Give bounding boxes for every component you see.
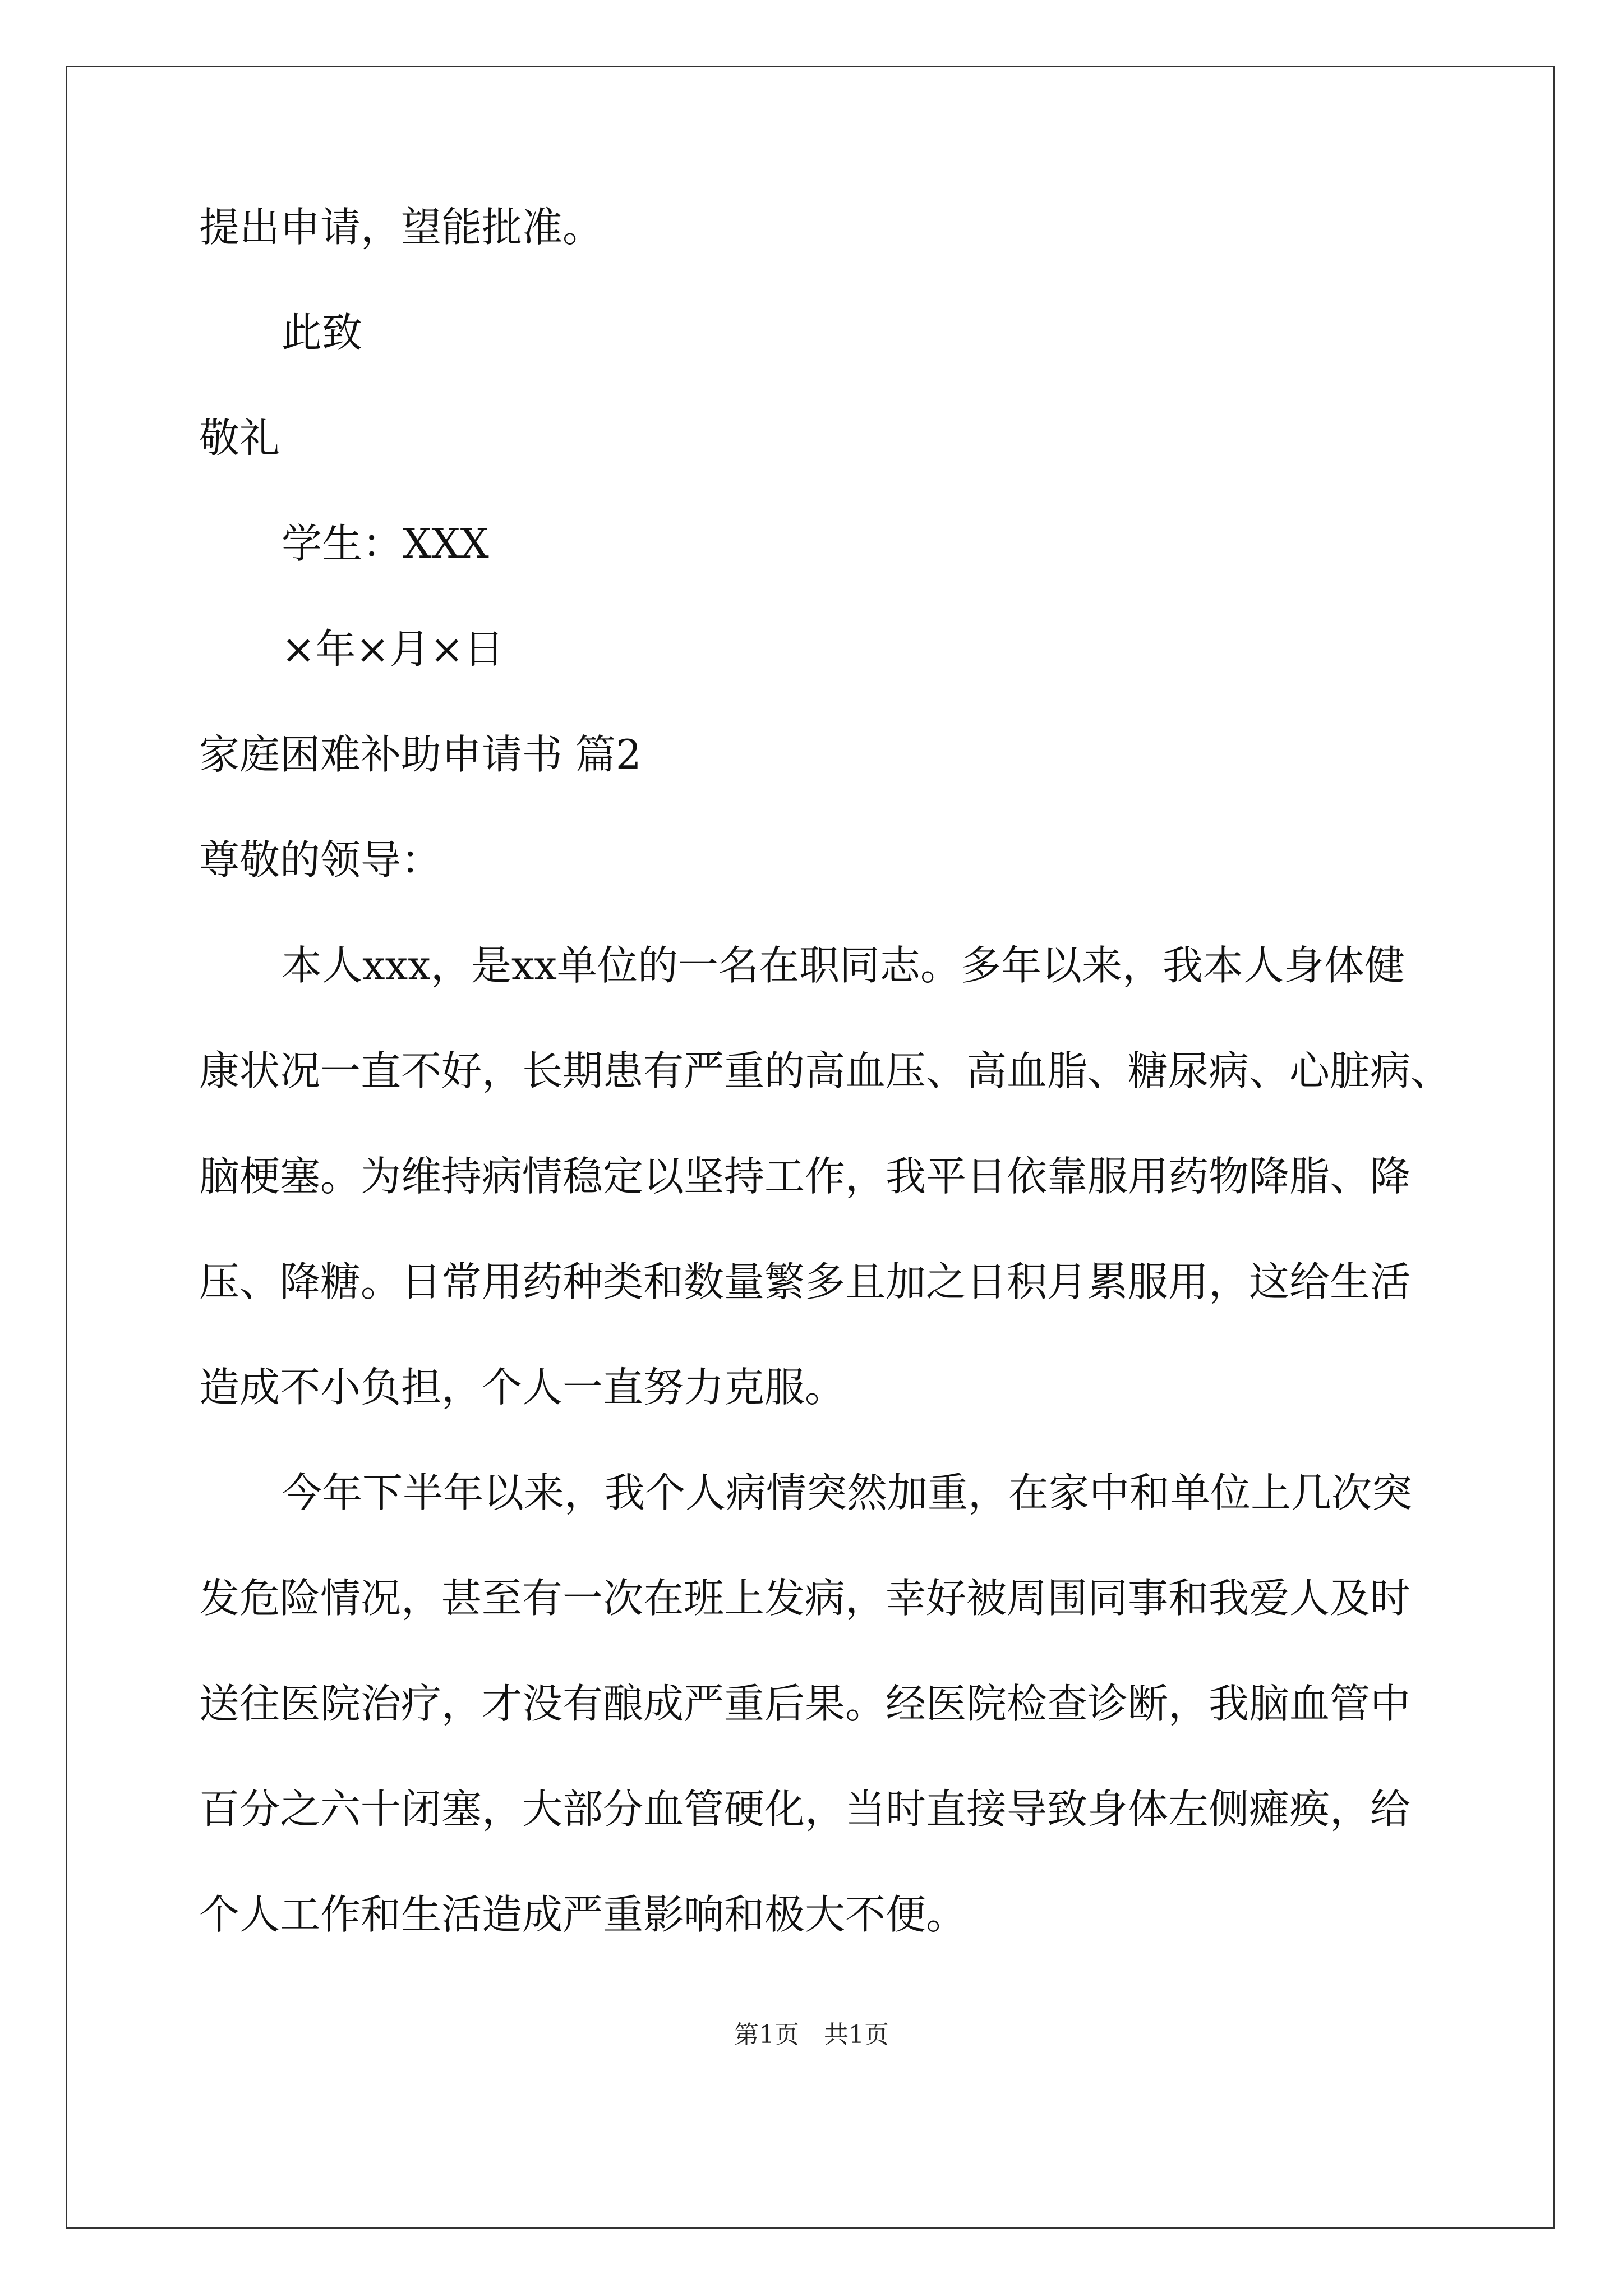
paragraph-1-line-1: 本人xxx，是xx单位的一名在职同志。多年以来，我本人身体健 [282,942,1405,989]
paragraph-2-line-5: 个人工作和生活造成严重影响和极大不便。 [199,1891,967,1938]
section-title: 家庭困难补助申请书 篇2 [199,731,642,778]
text-line-jingli: 敬礼 [199,415,280,462]
paragraph-2-line-4: 百分之六十闭塞，大部分血管硬化，当时直接导致身体左侧瘫痪，给 [199,1786,1411,1833]
text-line-closing-request: 提出申请，望能批准。 [199,204,603,251]
paragraph-1-line-3: 脑梗塞。为维持病情稳定以坚持工作，我平日依靠服用药物降脂、降 [199,1153,1411,1200]
paragraph-2-line-3: 送往医院治疗，才没有酿成严重后果。经医院检查诊断，我脑血管中 [199,1680,1411,1727]
text-line-salutation-cizhi: 此致 [282,309,363,356]
greeting: 尊敬的领导： [199,836,442,884]
page-footer: 第1页 共1页 [734,2021,889,2049]
paragraph-2-line-1: 今年下半年以来，我个人病情突然加重，在家中和单位上几次突 [282,1469,1413,1516]
signature-student: 学生：XXX [282,520,489,567]
paragraph-1-line-4: 压、降糖。日常用药种类和数量繁多且加之日积月累服用，这给生活 [199,1258,1411,1305]
paragraph-1-line-5: 造成不小负担，个人一直努力克服。 [199,1364,846,1411]
signature-date: ×年×月×日 [282,625,504,673]
paragraph-1-line-2: 康状况一直不好，长期患有严重的高血压、高血脂、糖尿病、心脏病、 [199,1047,1451,1094]
paragraph-2-line-2: 发危险情况，甚至有一次在班上发病，幸好被周围同事和我爱人及时 [199,1575,1411,1622]
